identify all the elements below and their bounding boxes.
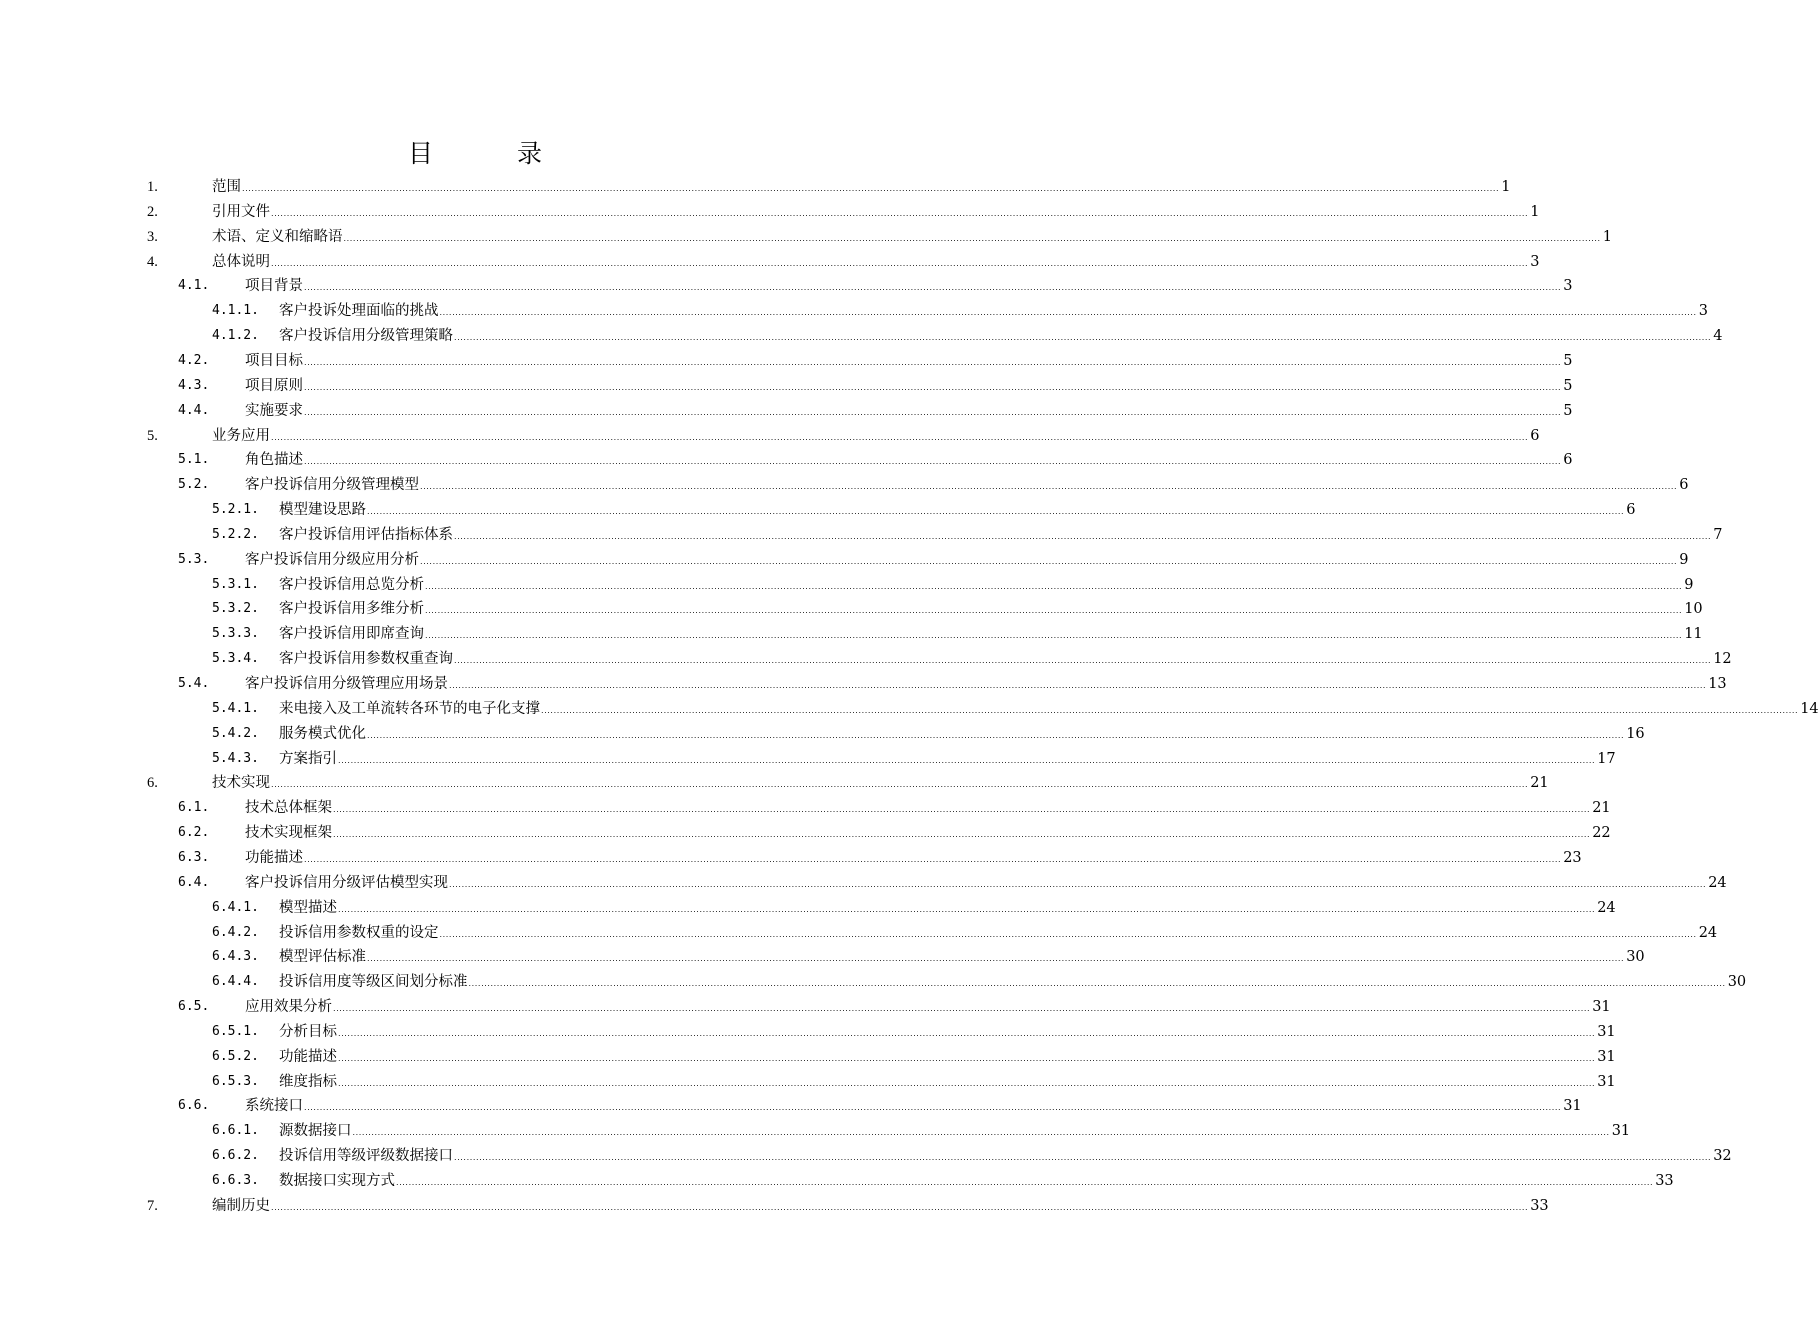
dot-leader: ................................................................................................................................................................................................................................................................................................................................................................................................................: [338, 1053, 1596, 1063]
toc-entry-page: 23: [1563, 849, 1582, 866]
toc-entry[interactable]: [0, 399, 1573, 423]
toc-entry-body: [279, 597, 1703, 623]
toc-entry-page: 24: [1708, 874, 1727, 891]
toc-entry-number: 6.6.: [178, 1098, 210, 1114]
toc-entry-body: [279, 1070, 1616, 1096]
dot-leader: ................................................................................................................................................................................................................................................................................................................................................................................................................: [439, 929, 1697, 939]
toc-entry-page: 31: [1597, 1023, 1616, 1040]
toc-entry[interactable]: [0, 747, 1616, 771]
dot-leader: ................................................................................................................................................................................................................................................................................................................................................................................................................: [425, 606, 1683, 616]
toc-entry-body: [212, 250, 1540, 276]
toc-entry[interactable]: [0, 796, 1611, 820]
toc-entry-number: 7.: [147, 1197, 158, 1214]
toc-entry-page: 3: [1530, 253, 1540, 270]
toc-entry-body: [279, 697, 1819, 723]
toc-entry-page: 10: [1684, 601, 1703, 618]
toc-entry[interactable]: [0, 697, 1819, 721]
toc-entry-page: 6: [1626, 502, 1636, 519]
dot-leader: ................................................................................................................................................................................................................................................................................................................................................................................................................: [449, 681, 1707, 690]
toc-entry-label: 客户投诉信用总览分析: [279, 576, 424, 593]
toc-entry-label: 方案指引: [279, 750, 337, 767]
toc-entry-number: 5.4.: [178, 676, 210, 691]
toc-entry-number: 6.6.3.: [212, 1173, 259, 1188]
toc-entry-label: 分析目标: [279, 1023, 337, 1040]
toc-entry-page: 1: [1501, 179, 1511, 195]
toc-entry-page: 9: [1684, 576, 1694, 593]
dot-leader: ................................................................................................................................................................................................................................................................................................................................................................................................................: [304, 457, 1562, 467]
toc-entry-body: [279, 299, 1708, 325]
toc-entry-page: 3: [1698, 303, 1708, 320]
toc-entry-number: 3.: [147, 228, 158, 245]
toc-entry-number: 2.: [147, 203, 158, 220]
toc-entry-body: [245, 846, 1582, 872]
dot-leader: ................................................................................................................................................................................................................................................................................................................................................................................................................: [454, 1153, 1712, 1163]
toc-entry-page: 31: [1592, 999, 1611, 1016]
toc-entry-label: 客户投诉信用多维分析: [279, 601, 424, 618]
toc-entry-label: 客户投诉信用参数权重查询: [279, 651, 453, 668]
dot-leader: ................................................................................................................................................................................................................................................................................................................................................................................................................: [468, 979, 1726, 989]
toc-entry-number: 6.5.: [178, 999, 210, 1015]
toc-entry-page: 30: [1727, 974, 1747, 991]
toc-entry-body: [212, 424, 1540, 450]
toc-entry-body: [245, 473, 1689, 499]
toc-entry-label: 系统接口: [245, 1098, 303, 1115]
toc-entry-label: 业务应用: [212, 427, 270, 444]
toc-entry[interactable]: [0, 597, 1703, 621]
dot-leader: ................................................................................................................................................................................................................................................................................................................................................................................................................: [338, 1078, 1596, 1088]
toc-entry-body: [279, 1020, 1616, 1046]
dot-leader: ................................................................................................................................................................................................................................................................................................................................................................................................................: [271, 432, 1529, 442]
toc-entry[interactable]: [0, 647, 1732, 671]
toc-entry-label: 项目背景: [245, 278, 303, 295]
toc-entry-page: 32: [1713, 1148, 1732, 1165]
toc-entry[interactable]: [0, 1070, 1616, 1094]
toc-entry-number: 6.5.3.: [212, 1073, 259, 1089]
toc-entry-number: 6.4.1.: [212, 899, 259, 915]
toc-entry-label: 技术实现: [212, 775, 270, 792]
toc-entry-label: 功能描述: [279, 1048, 337, 1065]
dot-leader: ................................................................................................................................................................................................................................................................................................................................................................................................................: [304, 357, 1562, 367]
toc-entry-page: 7: [1713, 526, 1723, 543]
dot-leader: ................................................................................................................................................................................................................................................................................................................................................................................................................: [304, 1103, 1562, 1113]
dot-leader: ................................................................................................................................................................................................................................................................................................................................................................................................................: [271, 258, 1529, 268]
toc-entry[interactable]: [0, 970, 1747, 994]
toc-entry[interactable]: [0, 622, 1703, 646]
toc-entry[interactable]: [0, 846, 1582, 870]
toc-entry-label: 客户投诉信用分级评估模型实现: [245, 874, 448, 891]
toc-entry-label: 客户投诉信用分级管理策略: [279, 328, 453, 345]
dot-leader: ................................................................................................................................................................................................................................................................................................................................................................................................................: [367, 954, 1625, 964]
toc-entry[interactable]: [0, 473, 1689, 497]
toc-entry-body: [279, 970, 1747, 996]
toc-entry-label: 客户投诉信用分级管理应用场景: [245, 676, 448, 692]
toc-entry-page: 14: [1800, 700, 1819, 717]
toc-entry-number: 6.6.1.: [212, 1123, 259, 1139]
toc-entry-number: 4.4.: [178, 402, 210, 418]
toc-entry-body: [279, 1119, 1631, 1145]
toc-entry-page: 5: [1563, 377, 1573, 394]
dot-leader: ................................................................................................................................................................................................................................................................................................................................................................................................................: [304, 407, 1562, 417]
dot-leader: ................................................................................................................................................................................................................................................................................................................................................................................................................: [396, 1178, 1654, 1187]
toc-entry-body: [279, 324, 1723, 350]
dot-leader: ................................................................................................................................................................................................................................................................................................................................................................................................................: [454, 333, 1712, 343]
toc-entry-number: 6.4.4.: [212, 974, 259, 990]
toc-entry-body: [212, 225, 1612, 251]
toc-entry-page: 21: [1592, 800, 1611, 817]
toc-entry-body: [245, 548, 1689, 574]
toc-entry-body: [245, 399, 1573, 425]
toc-entry-page: 3: [1563, 278, 1573, 295]
dot-leader: ................................................................................................................................................................................................................................................................................................................................................................................................................: [242, 184, 1500, 193]
dot-leader: ................................................................................................................................................................................................................................................................................................................................................................................................................: [449, 879, 1707, 889]
toc-entry-number: 4.1.2.: [212, 328, 259, 344]
toc-entry-number: 5.3.4.: [212, 651, 259, 667]
toc-entry-number: 4.2.: [178, 352, 210, 368]
dot-leader: ................................................................................................................................................................................................................................................................................................................................................................................................................: [304, 382, 1562, 392]
toc-entry-number: 5.4.3.: [212, 750, 259, 766]
toc-entry-page: 5: [1563, 352, 1573, 369]
dot-leader: ................................................................................................................................................................................................................................................................................................................................................................................................................: [454, 656, 1712, 666]
toc-entry-label: 客户投诉处理面临的挑战: [279, 303, 439, 320]
toc-entry-page: 1: [1530, 203, 1540, 220]
toc-entry[interactable]: [0, 1094, 1582, 1118]
toc-entry-body: [279, 921, 1718, 947]
toc-entry-number: 4.3.: [178, 377, 210, 393]
toc-entry-page: 24: [1698, 924, 1718, 941]
toc-entry[interactable]: [0, 324, 1723, 348]
toc-entry-number: 6.4.: [178, 874, 210, 890]
toc-entry[interactable]: [0, 1169, 1674, 1193]
dot-leader: ................................................................................................................................................................................................................................................................................................................................................................................................................: [338, 904, 1596, 914]
toc-entry[interactable]: [0, 921, 1718, 945]
toc-entry-body: [279, 523, 1723, 549]
toc-entry-label: 投诉信用等级评级数据接口: [279, 1148, 453, 1165]
toc-entry-number: 4.1.1.: [212, 303, 259, 319]
toc-entry-number: 1.: [147, 179, 158, 195]
toc-entry[interactable]: [0, 548, 1689, 572]
toc-entry-body: [279, 647, 1732, 673]
toc-entry-body: [279, 722, 1645, 748]
toc-entry-label: 维度指标: [279, 1073, 337, 1090]
toc-entry-page: 6: [1679, 477, 1689, 494]
toc-entry-page: 21: [1530, 775, 1549, 792]
toc-entry-body: [245, 349, 1573, 375]
toc-entry-label: 投诉信用度等级区间划分标准: [279, 974, 468, 991]
toc-entry-label: 实施要求: [245, 402, 303, 419]
toc-entry[interactable]: [0, 1020, 1616, 1044]
toc-entry-body: [212, 200, 1540, 226]
toc-entry-body: [245, 995, 1611, 1021]
toc-entry[interactable]: [0, 1194, 1549, 1218]
toc-entry-page: 33: [1655, 1173, 1674, 1189]
toc-entry-label: 来电接入及工单流转各环节的电子化支撑: [279, 700, 540, 717]
toc-entry-page: 33: [1530, 1197, 1549, 1214]
toc-entry-label: 总体说明: [212, 253, 270, 270]
toc-entry[interactable]: [0, 945, 1645, 969]
toc-entry[interactable]: [0, 523, 1723, 547]
toc-entry-number: 5.3.: [178, 551, 210, 567]
dot-leader: ................................................................................................................................................................................................................................................................................................................................................................................................................: [439, 308, 1697, 318]
toc-entry-body: [245, 672, 1727, 698]
toc-entry-label: 项目原则: [245, 377, 303, 394]
dot-leader: ................................................................................................................................................................................................................................................................................................................................................................................................................: [367, 730, 1625, 740]
toc-entry-number: 5.3.2.: [212, 601, 259, 617]
toc-entry-label: 投诉信用参数权重的设定: [279, 924, 439, 941]
toc-entry[interactable]: [0, 573, 1694, 597]
toc-entry[interactable]: [0, 1119, 1631, 1143]
toc-entry[interactable]: [0, 225, 1612, 249]
dot-leader: ................................................................................................................................................................................................................................................................................................................................................................................................................: [304, 283, 1562, 293]
dot-leader: ................................................................................................................................................................................................................................................................................................................................................................................................................: [338, 755, 1596, 765]
toc-entry-body: [279, 622, 1703, 648]
toc-entry-page: 30: [1626, 949, 1645, 966]
toc-entry-label: 引用文件: [212, 203, 270, 220]
toc-entry-body: [212, 175, 1511, 201]
toc-entry-label: 模型评估标准: [279, 949, 366, 966]
toc-entry-body: [245, 871, 1727, 897]
toc-entry-body: [279, 896, 1616, 922]
toc-entry-page: 6: [1530, 427, 1540, 444]
toc-entry-label: 技术实现框架: [245, 825, 332, 842]
toc-entry-body: [279, 573, 1694, 599]
toc-entry-number: 5.2.2.: [212, 526, 259, 542]
toc-entry[interactable]: [0, 200, 1540, 224]
dot-leader: ................................................................................................................................................................................................................................................................................................................................................................................................................: [338, 1028, 1596, 1038]
toc-entry-label: 项目目标: [245, 352, 303, 369]
toc-entry-body: [245, 448, 1573, 474]
dot-leader: ................................................................................................................................................................................................................................................................................................................................................................................................................: [425, 581, 1683, 591]
dot-leader: ................................................................................................................................................................................................................................................................................................................................................................................................................: [367, 507, 1625, 517]
toc-entry-label: 客户投诉信用评估指标体系: [279, 526, 453, 543]
toc-entry-number: 5.1.: [178, 452, 210, 468]
toc-entry-page: 22: [1592, 825, 1611, 842]
toc-entry-page: 16: [1626, 725, 1645, 742]
toc-entry[interactable]: [0, 672, 1727, 696]
dot-leader: ................................................................................................................................................................................................................................................................................................................................................................................................................: [352, 1128, 1610, 1138]
toc-entry-number: 6.5.2.: [212, 1048, 259, 1064]
toc-entry-number: 5.2.: [178, 477, 210, 493]
toc-entry-number: 6.3.: [178, 849, 210, 865]
toc-entry-number: 5.4.2.: [212, 725, 259, 741]
dot-leader: ................................................................................................................................................................................................................................................................................................................................................................................................................: [271, 208, 1529, 218]
toc-entry-body: [279, 1169, 1674, 1195]
toc-entry[interactable]: [0, 896, 1616, 920]
toc-entry-page: 4: [1713, 328, 1723, 345]
toc-entry[interactable]: [0, 771, 1549, 795]
dot-leader: ................................................................................................................................................................................................................................................................................................................................................................................................................: [333, 1004, 1591, 1014]
dot-leader: ................................................................................................................................................................................................................................................................................................................................................................................................................: [420, 556, 1678, 566]
toc-entry-body: [245, 1094, 1582, 1120]
toc-entry-body: [279, 945, 1645, 971]
toc-entry-page: 31: [1597, 1048, 1616, 1065]
dot-leader: ................................................................................................................................................................................................................................................................................................................................................................................................................: [333, 830, 1591, 840]
toc-entry-page: 31: [1597, 1073, 1616, 1090]
toc-entry-page: 24: [1597, 899, 1616, 916]
toc-entry-page: 31: [1611, 1123, 1631, 1140]
toc-entry[interactable]: [0, 299, 1708, 323]
toc-entry[interactable]: [0, 1144, 1732, 1168]
page-title: 目 录: [408, 139, 580, 168]
toc-entry-page: 12: [1713, 651, 1732, 668]
toc-entry-page: 6: [1563, 452, 1573, 469]
toc-entry-number: 4.: [147, 253, 158, 270]
toc-entry-page: 13: [1708, 676, 1727, 692]
dot-leader: ................................................................................................................................................................................................................................................................................................................................................................................................................: [454, 531, 1712, 541]
toc-entry-body: [279, 1144, 1732, 1170]
toc-entry-page: 31: [1563, 1098, 1582, 1115]
toc-entry-label: 客户投诉信用即席查询: [279, 626, 424, 643]
toc-entry-number: 5.2.1.: [212, 502, 259, 518]
toc-entry[interactable]: [0, 374, 1573, 398]
toc-entry[interactable]: [0, 498, 1636, 522]
toc-entry[interactable]: [0, 821, 1611, 845]
toc-entry-label: 模型建设思路: [279, 502, 366, 519]
toc-entry-body: [212, 771, 1549, 797]
toc-entry-page: 1: [1602, 228, 1612, 245]
toc-entry-page: 11: [1684, 626, 1703, 643]
toc-entry-body: [212, 1194, 1549, 1220]
toc-entry[interactable]: [0, 424, 1540, 448]
dot-leader: ................................................................................................................................................................................................................................................................................................................................................................................................................: [271, 780, 1529, 790]
toc-entry-label: 客户投诉信用分级应用分析: [245, 551, 419, 568]
toc-entry-label: 编制历史: [212, 1197, 270, 1214]
toc-entry[interactable]: [0, 1045, 1616, 1069]
toc-entry[interactable]: [0, 448, 1573, 472]
toc-entry-number: 6.4.2.: [212, 924, 259, 940]
toc-entry[interactable]: [0, 722, 1645, 746]
toc-entry-label: 模型描述: [279, 899, 337, 916]
dot-leader: ................................................................................................................................................................................................................................................................................................................................................................................................................: [304, 854, 1562, 864]
toc-entry-label: 服务模式优化: [279, 725, 366, 742]
toc-entry-label: 源数据接口: [279, 1123, 352, 1140]
toc-entry[interactable]: [0, 274, 1573, 298]
toc-entry-number: 5.3.3.: [212, 626, 259, 642]
toc-entry-page: 5: [1563, 402, 1573, 419]
toc-entry-number: 6.2.: [178, 825, 210, 841]
dot-leader: ................................................................................................................................................................................................................................................................................................................................................................................................................: [425, 631, 1683, 641]
toc-entry-label: 应用效果分析: [245, 999, 332, 1016]
dot-leader: ................................................................................................................................................................................................................................................................................................................................................................................................................: [271, 1202, 1529, 1212]
toc-entry-label: 数据接口实现方式: [279, 1173, 395, 1189]
toc-entry-label: 技术总体框架: [245, 800, 332, 817]
toc-entry-body: [245, 821, 1611, 847]
toc-entry-number: 6.6.2.: [212, 1148, 259, 1164]
toc-entry-body: [279, 747, 1616, 773]
toc-entry-number: 4.1.: [178, 278, 210, 294]
toc-entry-body: [245, 374, 1573, 400]
toc-entry-number: 5.: [147, 427, 158, 444]
toc-entry[interactable]: [0, 349, 1573, 373]
toc-entry-number: 5.3.1.: [212, 576, 259, 592]
toc-entry-number: 5.4.1.: [212, 700, 259, 716]
toc-entry-page: 17: [1597, 750, 1616, 767]
toc-entry-number: 6.1.: [178, 800, 210, 816]
toc-entry-label: 范围: [212, 179, 241, 195]
toc-entry-label: 术语、定义和缩略语: [212, 228, 343, 245]
toc-entry-label: 角色描述: [245, 452, 303, 469]
toc-entry-body: [245, 274, 1573, 300]
toc-entry[interactable]: [0, 995, 1611, 1019]
toc-entry-page: 9: [1679, 551, 1689, 568]
toc-entry-number: 6.5.1.: [212, 1023, 259, 1039]
toc-entry[interactable]: [0, 250, 1540, 274]
toc-entry-body: [245, 796, 1611, 822]
toc-entry[interactable]: [0, 871, 1727, 895]
toc-entry-body: [279, 1045, 1616, 1071]
toc-entry-number: 6.4.3.: [212, 949, 259, 965]
toc-entry[interactable]: [0, 175, 1511, 199]
toc-entry-body: [279, 498, 1636, 524]
dot-leader: ................................................................................................................................................................................................................................................................................................................................................................................................................: [541, 705, 1799, 715]
toc-entry-label: 客户投诉信用分级管理模型: [245, 477, 419, 494]
dot-leader: ................................................................................................................................................................................................................................................................................................................................................................................................................: [333, 805, 1591, 815]
toc-entry-label: 功能描述: [245, 849, 303, 866]
dot-leader: ................................................................................................................................................................................................................................................................................................................................................................................................................: [343, 233, 1601, 243]
dot-leader: ................................................................................................................................................................................................................................................................................................................................................................................................................: [420, 482, 1678, 492]
toc-entry-number: 6.: [147, 775, 158, 792]
